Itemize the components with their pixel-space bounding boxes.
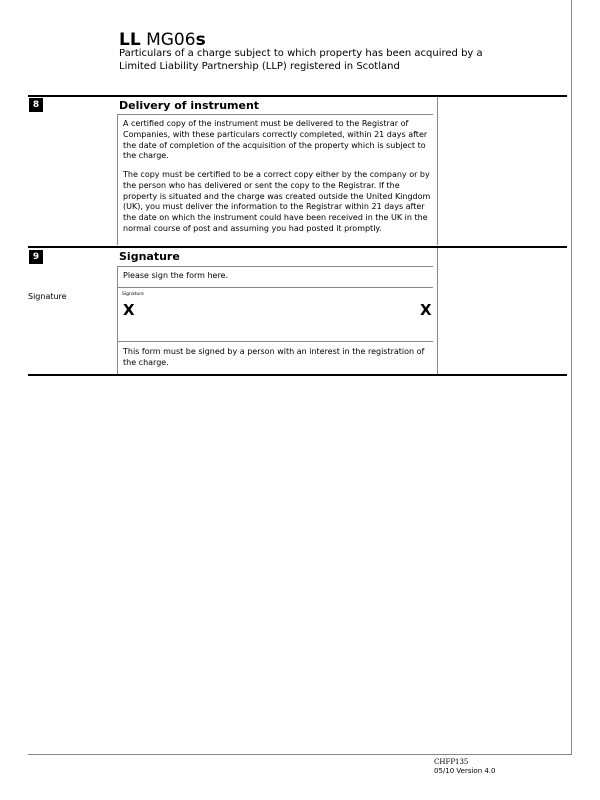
section8-title: Delivery of instrument <box>119 99 260 112</box>
form-prefix: LL <box>119 30 141 50</box>
section9-right-divider <box>437 248 438 375</box>
section8-number: 8 <box>29 98 43 112</box>
section8-top-rule <box>28 95 567 97</box>
footer-code: CHFP135 <box>434 758 469 766</box>
section8-right-divider <box>437 97 438 245</box>
signature-end-mark: X <box>420 301 432 319</box>
form-code: MG06 <box>146 30 196 50</box>
section9-title-underline <box>117 266 433 267</box>
section8-left-divider <box>117 115 118 245</box>
section8-paragraph-2: The copy must be certified to be a correct copy either by the company or by the person who has delivered or sent the copy to the Registrar. If the property is situated and the charge was created outside the United Kingdom (UK), you must deliver the information to the Registrar within 21 days after the date on which the instrument could have been received in the UK in the normal course of post and assuming you had posted it promptly. <box>123 170 431 233</box>
page-right-border <box>571 0 572 755</box>
section9-top-rule <box>28 246 567 248</box>
section8-paragraph-1: A certified copy of the instrument must be delivered to the Registrar of Companies, with these particulars correctly completed, within 21 days after the date of completion of the acquisition of the property which is subject to the charge. <box>123 119 428 161</box>
section9-title: Signature <box>119 250 180 263</box>
form-suffix: s <box>195 30 206 50</box>
signature-field[interactable] <box>118 288 437 341</box>
signature-start-mark: X <box>123 301 135 319</box>
section9-instruction: Please sign the form here. <box>123 271 229 280</box>
section9-number: 9 <box>29 250 43 264</box>
section9-note: This form must be signed by a person with an interest in the registration of the charge. <box>123 347 425 367</box>
footer-rule <box>28 754 572 755</box>
signature-box-bottom <box>117 341 433 342</box>
form-subtitle: Particulars of a charge subject to which property has been acquired by a Limited Liability Partnership (LLP) registered in Scotland <box>119 48 483 72</box>
section8-title-underline <box>117 114 433 115</box>
footer-version: 05/10 Version 4.0 <box>434 767 496 775</box>
section9-bottom-rule <box>28 374 567 376</box>
footer <box>434 758 496 776</box>
signature-side-label: Signature <box>28 292 67 301</box>
signature-field-label: Signature <box>122 292 144 297</box>
